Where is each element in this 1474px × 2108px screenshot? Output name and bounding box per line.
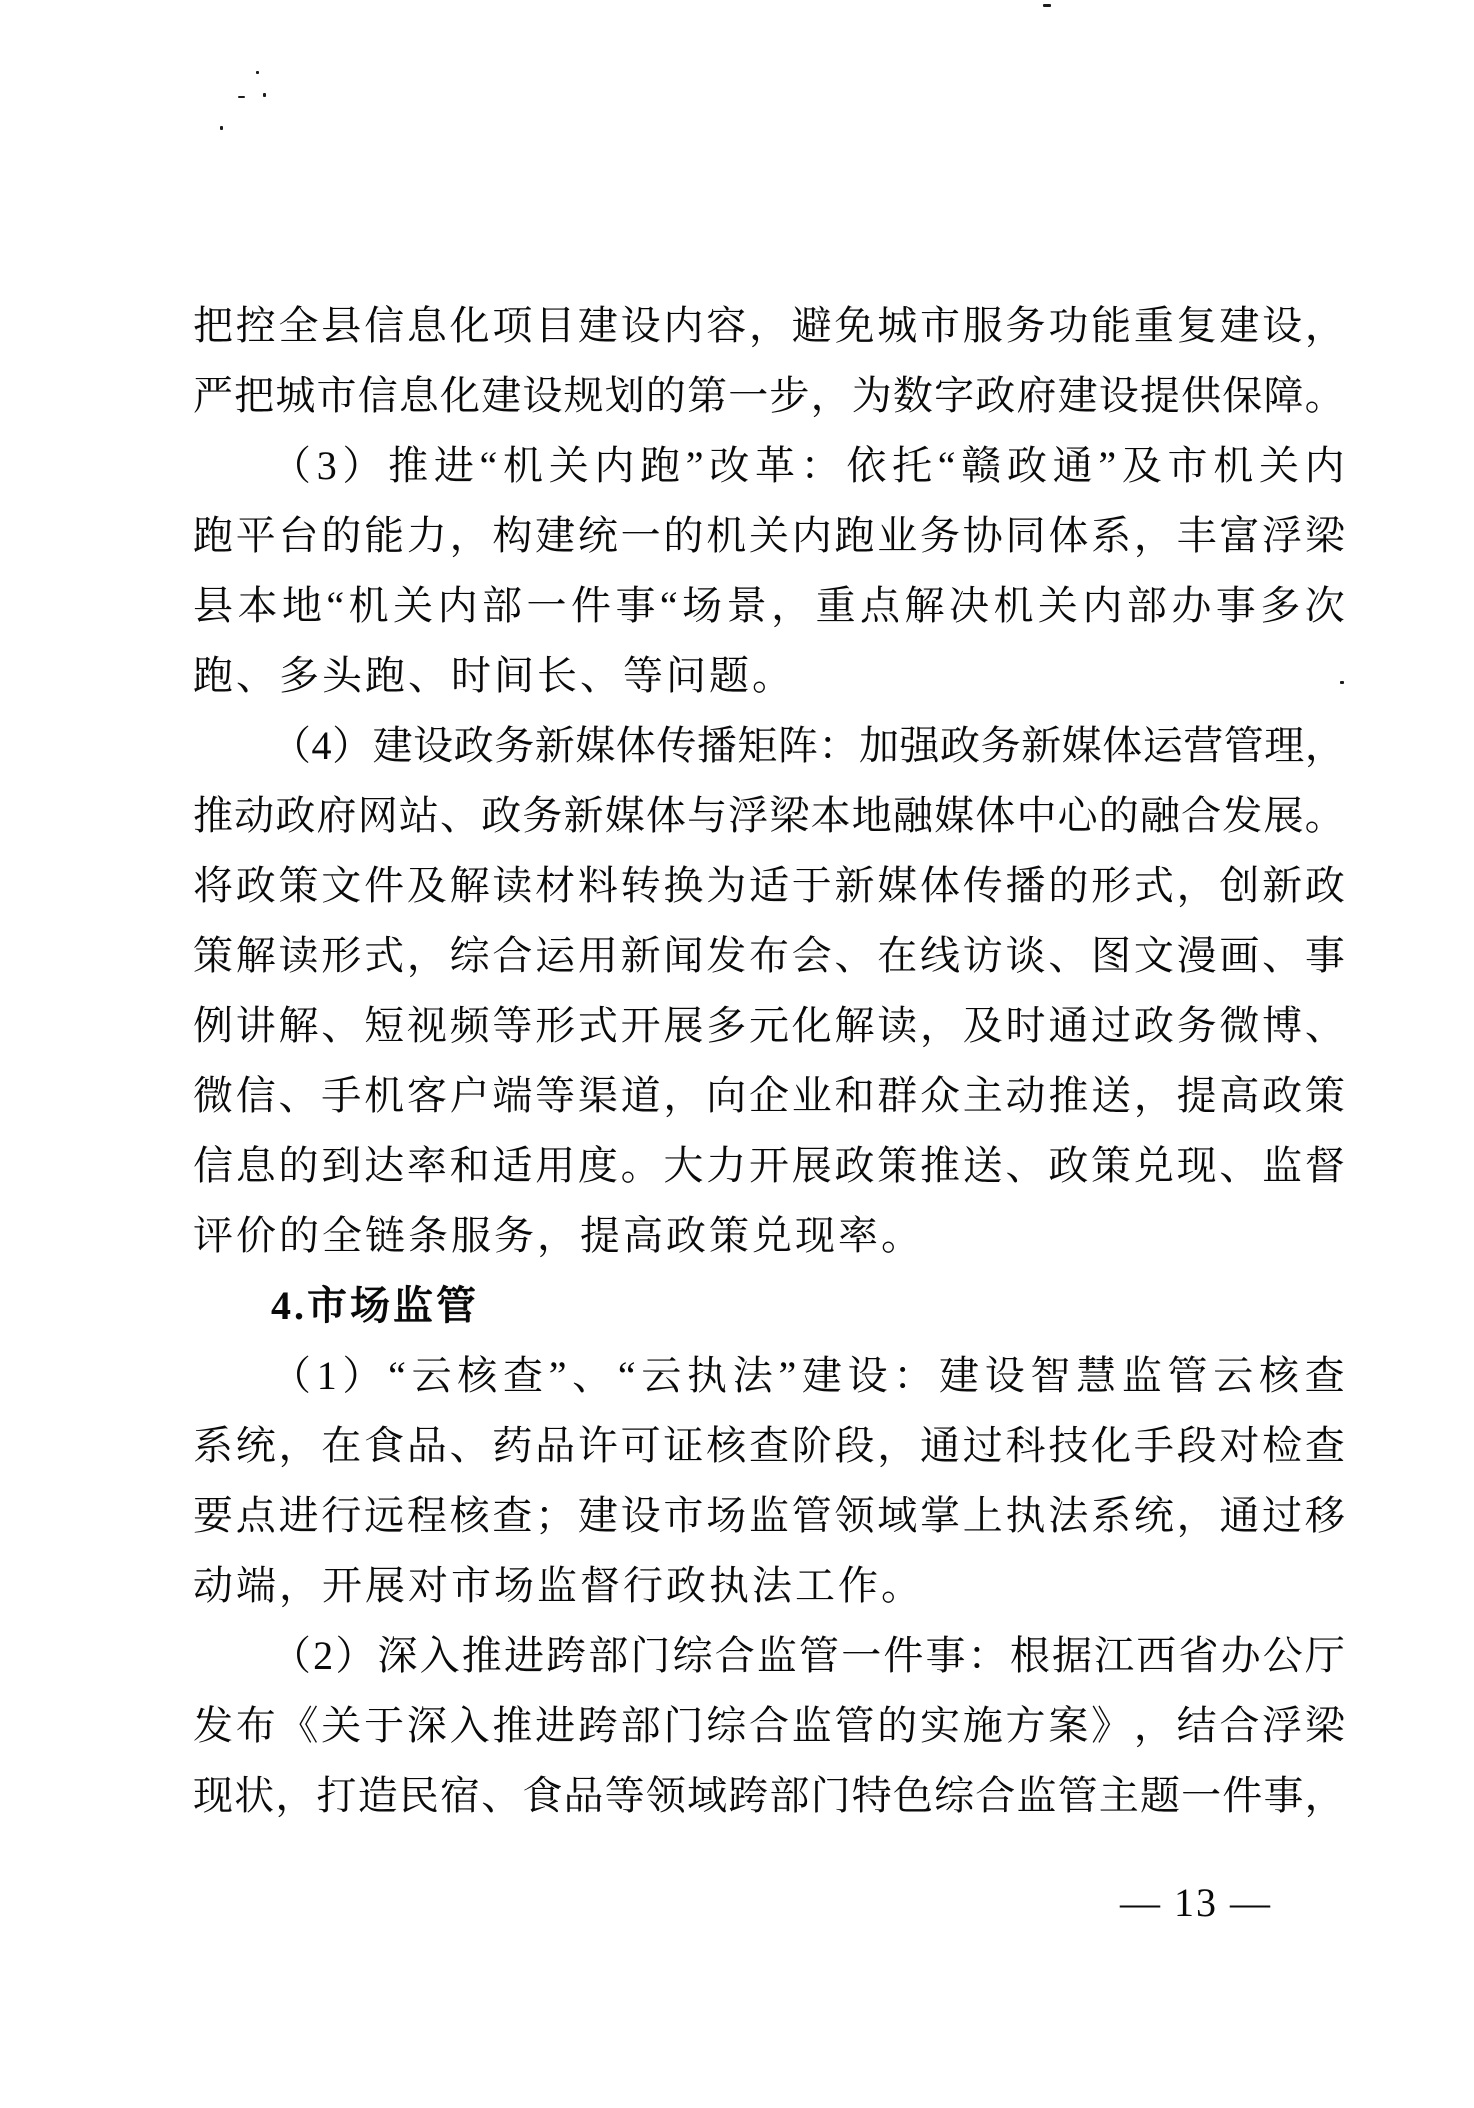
text-line: 现 状 ， 打 造 民 宿 、 食 品 等 领 域 跨 部 门 特 色 综 合 监 管 主 题 一 件 事 ，: [193, 1773, 1345, 1818]
text-line: 策 解 读 形 式 ， 综 合 运 用 新 闻 发 布 会 、 在 线 访 谈 、 图 文 漫 画 、 事: [193, 933, 1345, 978]
scan-speck: [1340, 681, 1344, 684]
text-line: 系 统 ， 在 食 品 、 药 品 许 可 证 核 查 阶 段 ， 通 过 科 技 化 手 段 对 检 查: [193, 1423, 1345, 1468]
text-line: 动端，开展对市场监督行政执法工作。: [193, 1563, 924, 1608]
scan-speck: [220, 126, 223, 130]
scan-speck: [238, 96, 245, 98]
text-line: 发 布 《 关 于 深 入 推 进 跨 部 门 综 合 监 管 的 实 施 方 案 》 ， 结 合 浮 梁: [193, 1703, 1345, 1748]
text-line: 推 动 政 府 网 站 、 政 务 新 媒 体 与 浮 梁 本 地 融 媒 体 中 心 的 融 合 发 展 。: [193, 793, 1345, 838]
scan-speck: [256, 71, 259, 74]
text-line: （ 1 ） “ 云 核 查 ” 、 “ 云 执 法 ” 建 设 ： 建 设 智 慧 监 管 云 核 查: [271, 1353, 1345, 1398]
text-line: 把 控 全 县 信 息 化 项 目 建 设 内 容 ， 避 免 城 市 服 务 功 能 重 复 建 设 ，: [193, 303, 1345, 348]
scan-speck: [263, 93, 266, 97]
text-line: 严 把 城 市 信 息 化 建 设 规 划 的 第 一 步 ， 为 数 字 政 府 建 设 提 供 保 障 。: [193, 373, 1345, 418]
text-line: （ 4 ） 建 设 政 务 新 媒 体 传 播 矩 阵 ： 加 强 政 务 新 媒 体 运 营 管 理 ，: [271, 723, 1345, 768]
text-line: （ 2 ） 深 入 推 进 跨 部 门 综 合 监 管 一 件 事 ： 根 据 江 西 省 办 公 厅: [271, 1633, 1345, 1678]
text-line: 跑 平 台 的 能 力 ， 构 建 统 一 的 机 关 内 跑 业 务 协 同 体 系 ， 丰 富 浮 梁: [193, 513, 1345, 558]
text-line: 微 信 、 手 机 客 户 端 等 渠 道 ， 向 企 业 和 群 众 主 动 推 送 ， 提 高 政 策: [193, 1073, 1345, 1118]
text-line: 县 本 地 “ 机 关 内 部 一 件 事 “ 场 景 ， 重 点 解 决 机 关 内 部 办 事 多 次: [193, 583, 1345, 628]
page-number: — 13 —: [1120, 1880, 1272, 1925]
scan-speck: [1043, 4, 1051, 7]
text-line: （ 3 ） 推 进 “ 机 关 内 跑 ” 改 革 ： 依 托 “ 赣 政 通 ” 及 市 机 关 内: [271, 443, 1345, 488]
text-line: 跑、多头跑、时间长、等问题。: [193, 653, 795, 698]
text-line: 例 讲 解 、 短 视 频 等 形 式 开 展 多 元 化 解 读 ， 及 时 通 过 政 务 微 博 、: [193, 1003, 1345, 1048]
section-heading: 4.市场监管: [271, 1283, 479, 1328]
text-line: 评价的全链条服务，提高政策兑现率。: [193, 1213, 924, 1258]
text-line: 要 点 进 行 远 程 核 查 ； 建 设 市 场 监 管 领 域 掌 上 执 法 系 统 ， 通 过 移: [193, 1493, 1345, 1538]
document-body: [193, 291, 1345, 1831]
text-line: 信 息 的 到 达 率 和 适 用 度 。 大 力 开 展 政 策 推 送 、 政 策 兑 现 、 监 督: [193, 1143, 1345, 1188]
text-line: 将 政 策 文 件 及 解 读 材 料 转 换 为 适 于 新 媒 体 传 播 的 形 式 ， 创 新 政: [193, 863, 1345, 908]
